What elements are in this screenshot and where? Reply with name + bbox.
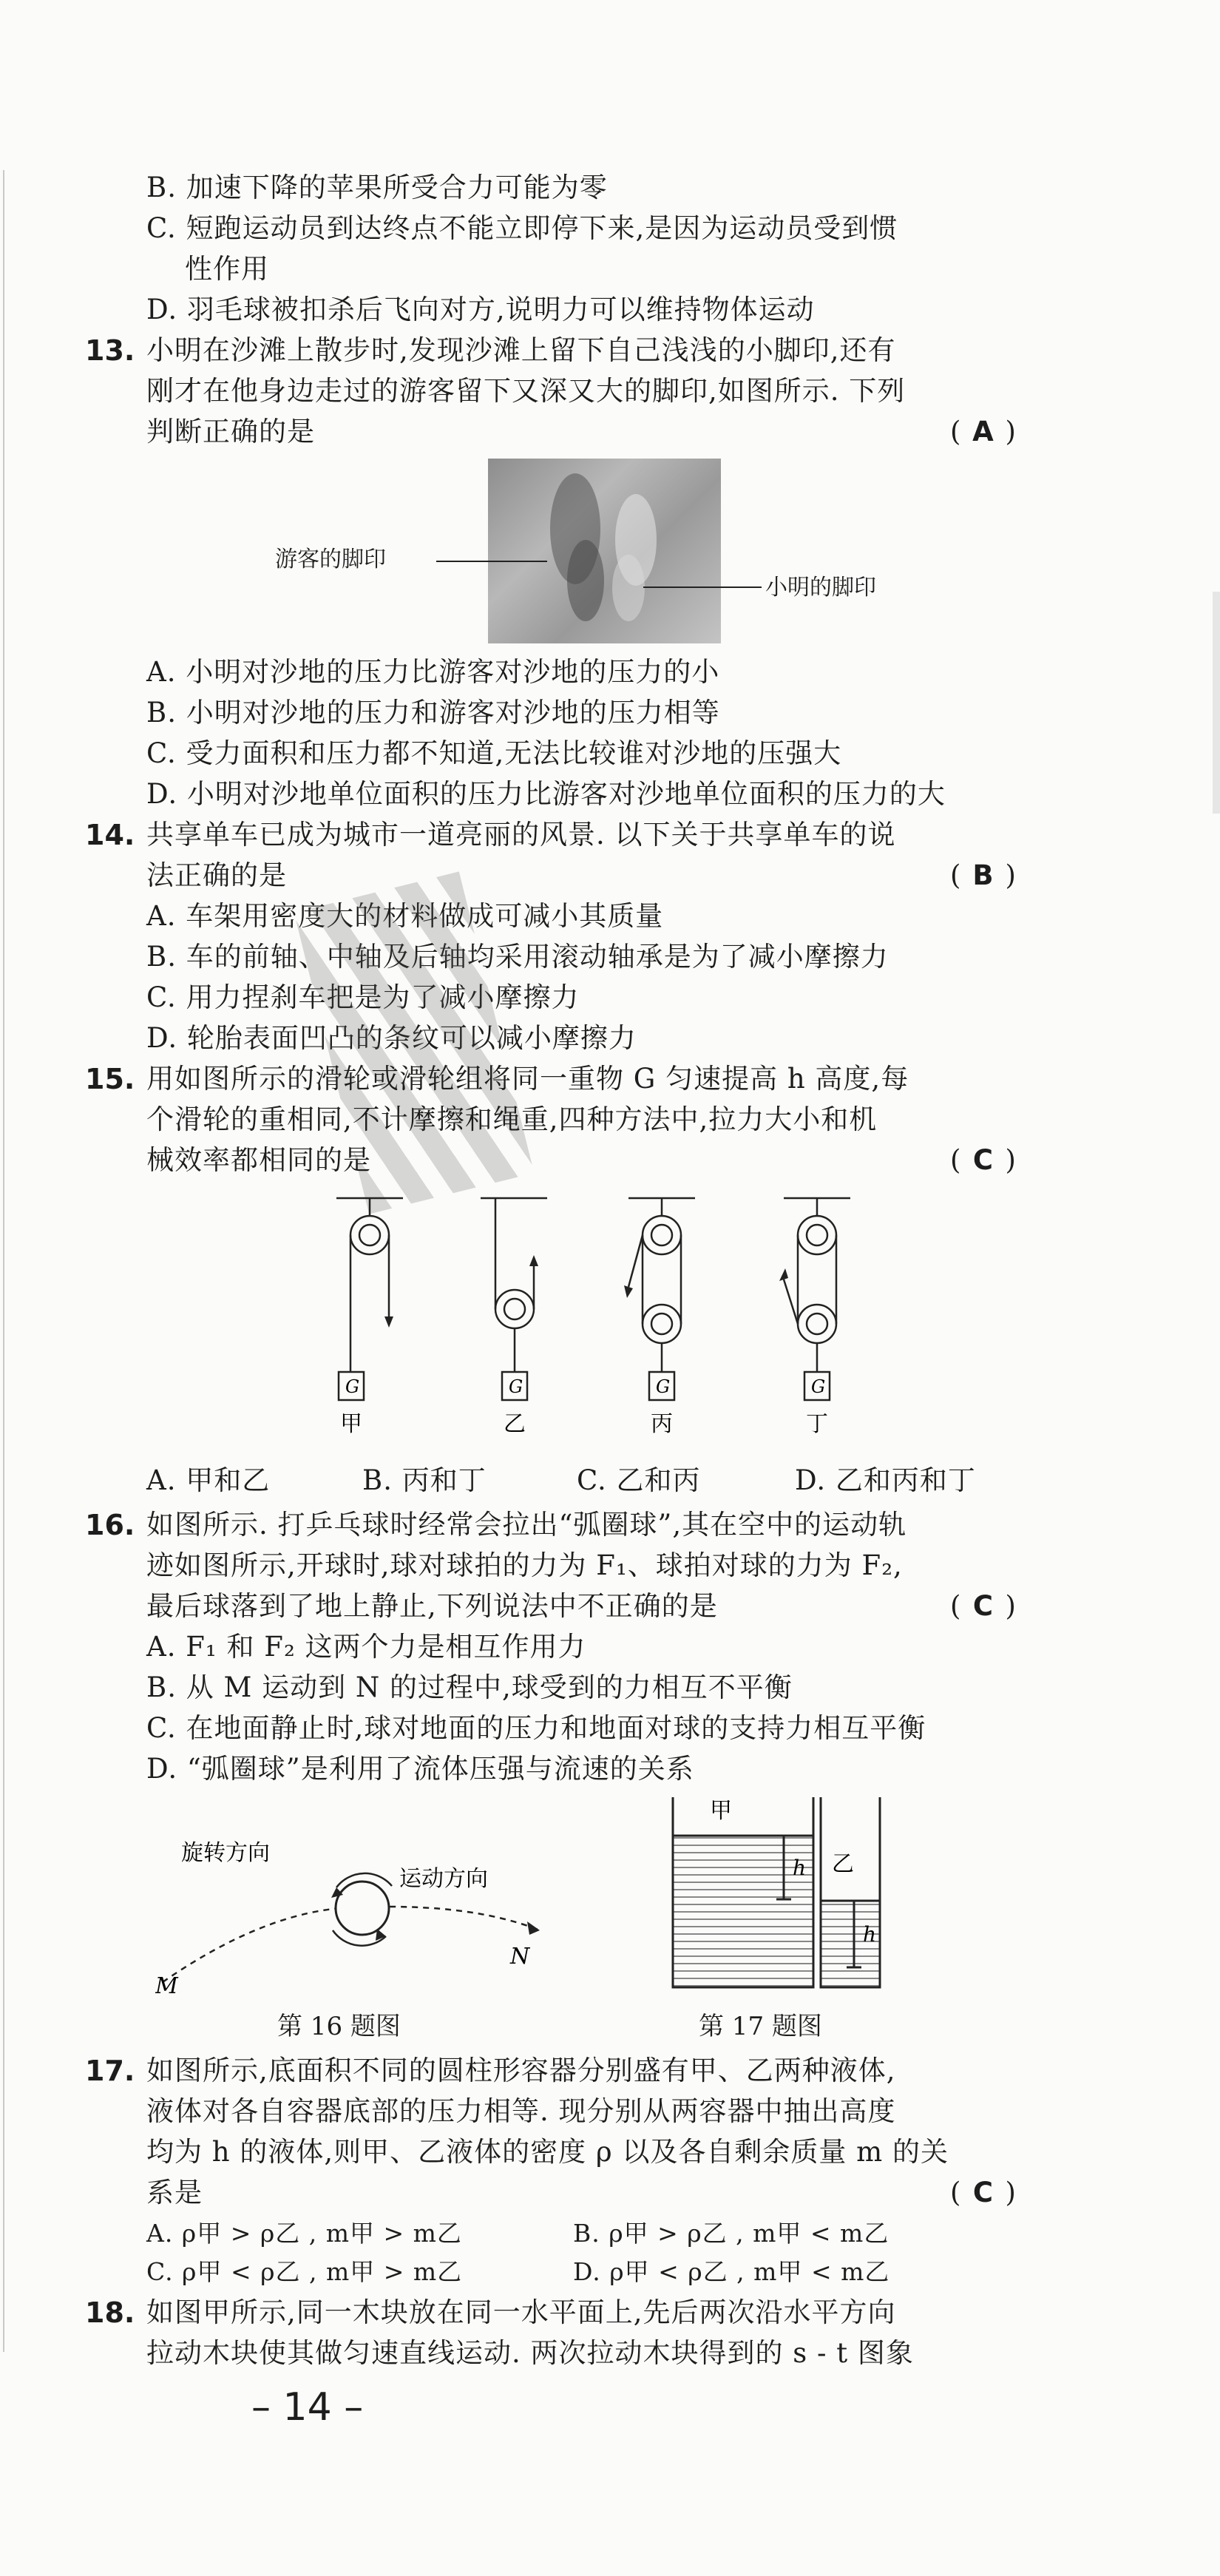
q15-answer: ( C ) [950, 1144, 1016, 1176]
q16-answer: ( C ) [950, 1590, 1016, 1622]
fig16-motion-label: 运动方向 [399, 1866, 488, 1892]
weight-label-yi: G [509, 1376, 523, 1397]
q14-option-a: A. 车架用密度大的材料做成可减小其质量 [146, 900, 664, 932]
fig17-h-jia: h [793, 1856, 807, 1880]
q14-option-d: D. 轮胎表面凹凸的条纹可以减小摩擦力 [146, 1022, 637, 1054]
weight-label-jia: G [345, 1376, 360, 1397]
q16-option-b: B. 从 M 运动到 N 的过程中,球受到的力相互不平衡 [146, 1671, 793, 1703]
q13-option-c: C. 受力面积和压力都不知道,无法比较谁对沙地的压强大 [146, 737, 842, 769]
q16-option-a: A. F₁ 和 F₂ 这两个力是相互作用力 [146, 1631, 586, 1663]
q12-option-d: D. 羽毛球被扣杀后飞向对方,说明力可以维持物体运动 [146, 294, 815, 325]
fig-label-ding: 丁 [806, 1411, 828, 1437]
q17-stem-3: 均为 h 的液体,则甲、乙液体的密度 ρ 以及各自剩余质量 m 的关 [146, 2136, 949, 2168]
page-edge-tab [1213, 592, 1220, 814]
q15-option-b: B. 丙和丁 [362, 1464, 487, 1496]
fig16-point-m: M [155, 1973, 178, 1997]
q18-stem-1: 如图甲所示,同一木块放在同一水平面上,先后两次沿水平方向 [146, 2296, 896, 2328]
q14-stem-2: 法正确的是 [146, 859, 287, 891]
q17-stem-4: 系是 [146, 2177, 203, 2208]
q14-option-c: C. 用力捏刹车把是为了减小摩擦力 [146, 981, 580, 1013]
q17-number: 17. [85, 2055, 135, 2087]
page-margin-rule [3, 170, 4, 2352]
q12-option-b: B. 加速下降的苹果所受合力可能为零 [146, 172, 608, 203]
fig16-spin-label: 旋转方向 [181, 1840, 270, 1866]
fig17-containers [651, 1790, 902, 1997]
q15-answer-letter: C [972, 1144, 994, 1176]
fig17-h-yi: h [863, 1922, 877, 1947]
q13-option-b: B. 小明对沙地的压力和游客对沙地的压力相等 [146, 697, 720, 728]
q18-stem-2: 拉动木块使其做匀速直线运动. 两次拉动木块得到的 s - t 图象 [146, 2337, 914, 2369]
q16-number: 16. [85, 1509, 135, 1541]
label-xiaoming-footprint: 小明的脚印 [765, 575, 876, 601]
q13-option-a: A. 小明对沙地的压力比游客对沙地的压力的小 [146, 656, 720, 688]
fig17-caption: 第 17 题图 [699, 2012, 822, 2041]
page-number: – 14 – [251, 2385, 364, 2430]
weight-label-ding: G [811, 1376, 826, 1397]
fig-label-bing: 丙 [651, 1411, 673, 1437]
q12-option-c: C. 短跑运动员到达终点不能立即停下来,是因为运动员受到惯 [146, 212, 898, 244]
q16-option-d: D. “弧圈球”是利用了流体压强与流速的关系 [146, 1753, 694, 1785]
q14-stem-1: 共享单车已成为城市一道亮丽的风景. 以下关于共享单车的说 [146, 819, 896, 851]
fig17-label-yi: 乙 [832, 1851, 854, 1877]
q17-option-d: D. ρ甲 < ρ乙 , m甲 < m乙 [573, 2257, 890, 2286]
q15-option-d: D. 乙和丙和丁 [795, 1464, 976, 1496]
q15-option-c: C. 乙和丙 [577, 1464, 701, 1496]
q17-stem-2: 液体对各自容器底部的压力相等. 现分别从两容器中抽出高度 [146, 2095, 896, 2127]
q13-answer-letter: A [972, 416, 994, 447]
q17-answer-letter: C [972, 2177, 994, 2208]
q17-option-c: C. ρ甲 < ρ乙 , m甲 > m乙 [146, 2257, 463, 2286]
fig16-caption: 第 16 题图 [277, 2012, 401, 2041]
q16-stem-3: 最后球落到了地上静止,下列说法中不正确的是 [146, 1590, 718, 1622]
fig-label-yi: 乙 [504, 1411, 526, 1437]
q17-stem-1: 如图所示,底面积不同的圆柱形容器分别盛有甲、乙两种液体, [146, 2055, 896, 2086]
q13-answer: ( A ) [950, 416, 1016, 447]
fig16-point-n: N [510, 1944, 530, 1970]
q18-number: 18. [85, 2296, 135, 2329]
q15-option-a: A. 甲和乙 [146, 1464, 271, 1496]
q14-option-b: B. 车的前轴、中轴及后轴均采用滚动轴承是为了减小摩擦力 [146, 941, 889, 973]
q17-answer: ( C ) [950, 2177, 1016, 2208]
q14-answer: ( B ) [950, 859, 1016, 891]
q15-stem-2: 个滑轮的重相同,不计摩擦和绳重,四种方法中,拉力大小和机 [146, 1103, 878, 1135]
fig17-label-jia: 甲 [710, 1798, 732, 1824]
fig16-spin-ball [155, 1827, 569, 1997]
q12-option-c-cont: 性作用 [185, 253, 269, 285]
q13-stem-1: 小明在沙滩上散步时,发现沙滩上留下自己浅浅的小脚印,还有 [146, 334, 896, 366]
q17-option-a: A. ρ甲 > ρ乙 , m甲 > m乙 [146, 2219, 462, 2248]
q15-stem-3: 械效率都相同的是 [146, 1144, 371, 1176]
leader-line-tourist [436, 558, 547, 566]
q13-stem-2: 刚才在他身边走过的游客留下又深又大的脚印,如图所示. 下列 [146, 375, 906, 407]
fig-label-jia: 甲 [340, 1411, 362, 1437]
q14-answer-letter: B [972, 859, 994, 891]
q16-stem-2: 迹如图所示,开球时,球对球拍的力为 F₁、球拍对球的力为 F₂, [146, 1549, 903, 1581]
q15-number: 15. [85, 1063, 135, 1095]
q15-stem-1: 用如图所示的滑轮或滑轮组将同一重物 G 匀速提高 h 高度,每 [146, 1063, 909, 1095]
q16-option-c: C. 在地面静止时,球对地面的压力和地面对球的支持力相互平衡 [146, 1712, 926, 1744]
weight-label-bing: G [656, 1376, 671, 1397]
q13-stem-3: 判断正确的是 [146, 416, 315, 447]
q13-number: 13. [85, 334, 135, 367]
label-tourist-footprint: 游客的脚印 [275, 547, 386, 572]
q14-number: 14. [85, 819, 135, 851]
pulley-figure [311, 1183, 902, 1442]
footprints-photo [488, 459, 721, 643]
q13-option-d: D. 小明对沙地单位面积的压力比游客对沙地单位面积的压力的大 [146, 778, 946, 810]
q16-stem-1: 如图所示. 打乒乓球时经常会拉出“弧圈球”,其在空中的运动轨 [146, 1509, 907, 1541]
leader-line-xiaoming [643, 584, 762, 592]
q16-answer-letter: C [972, 1590, 994, 1622]
q17-option-b: B. ρ甲 > ρ乙 , m甲 < m乙 [573, 2219, 889, 2248]
